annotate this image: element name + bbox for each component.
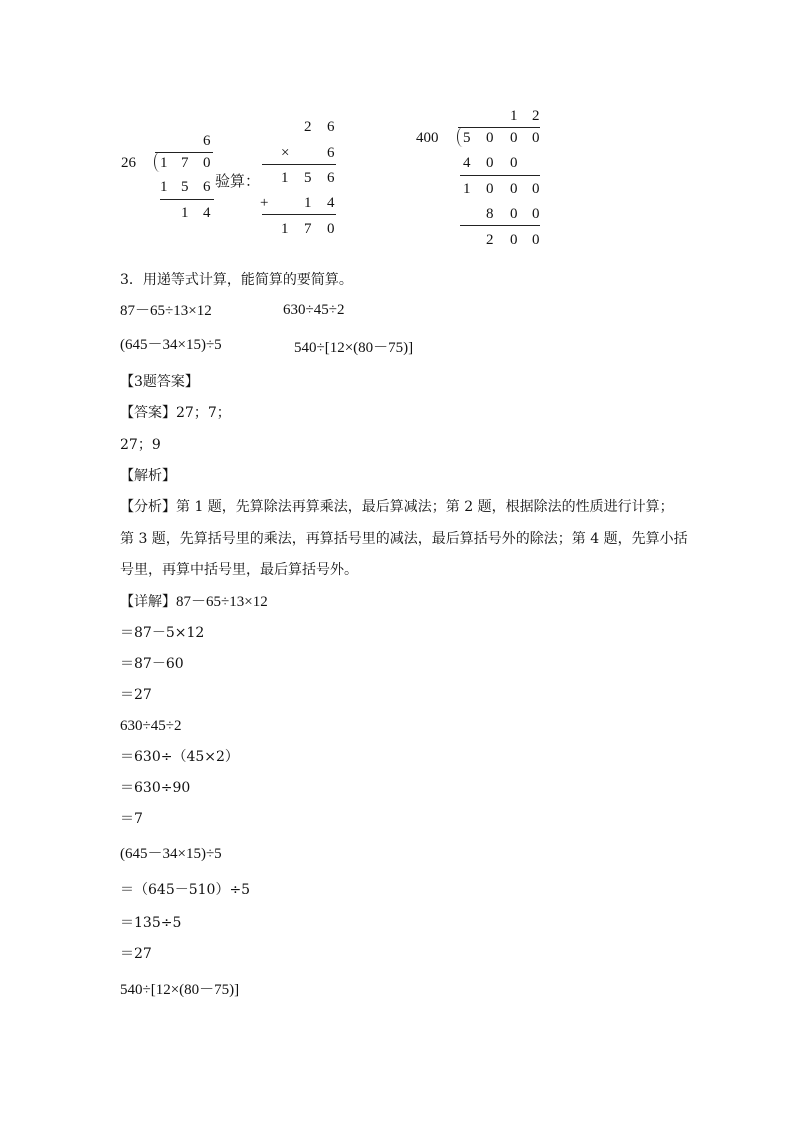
question-title: 3．用递等式计算，能简算的要简算。 — [120, 272, 353, 288]
dividend-digit: 7 — [181, 155, 189, 171]
dividend-digit: 5 — [463, 130, 471, 146]
addend-digit: 1 — [304, 195, 312, 211]
product-line — [262, 164, 336, 165]
answer-heading: 【3题答案】 — [120, 374, 199, 390]
detail-step: 540÷[12×(80－75)] — [120, 982, 240, 998]
detail-line — [120, 593, 268, 611]
remainder-digit: 4 — [203, 205, 211, 221]
expression: 87－65÷13×12 — [120, 303, 212, 319]
subtraction-line — [460, 225, 540, 226]
detail-tag: 【详解】 — [120, 594, 176, 610]
subtraction-line — [160, 199, 214, 200]
expression: 540÷[12×(80－75)] — [294, 340, 414, 356]
plus-sign: + — [260, 195, 269, 211]
remainder-digit: 2 — [486, 232, 494, 248]
step-digit: 0 — [510, 181, 518, 197]
analysis-text: 第 1 题，先算除法再算乘法，最后算减法；第 2 题，根据除法的性质进行计算； — [176, 499, 674, 515]
remainder-digit: 0 — [510, 232, 518, 248]
step-digit: 0 — [510, 155, 518, 171]
answer-line — [120, 404, 231, 422]
detail-step: ＝27 — [120, 687, 152, 703]
divisor: 26 — [121, 155, 136, 171]
subtraction-line — [460, 175, 540, 176]
quotient-digit: 1 — [510, 108, 518, 124]
product-digit: 5 — [304, 170, 312, 186]
answer-tag: 【答案】 — [120, 405, 176, 421]
dividend-digit: 0 — [532, 130, 540, 146]
detail-step: (645－34×15)÷5 — [120, 846, 222, 862]
step-digit: 4 — [463, 155, 471, 171]
step-digit: 0 — [486, 181, 494, 197]
detail-step: ＝87－60 — [120, 656, 184, 672]
product-digit: 1 — [160, 179, 168, 195]
dividend-digit: 0 — [486, 130, 494, 146]
detail-step: ＝27 — [120, 946, 152, 962]
sum-digit: 7 — [304, 221, 312, 237]
expression: (645－34×15)÷5 — [120, 337, 222, 353]
divisor: 400 — [416, 130, 439, 146]
expression: 630÷45÷2 — [283, 302, 345, 318]
division-bar — [458, 127, 540, 128]
addend-digit: 4 — [327, 195, 335, 211]
product-digit: 6 — [203, 179, 211, 195]
step-digit: 0 — [532, 181, 540, 197]
answer-line: 27；9 — [120, 437, 161, 453]
product-digit: 6 — [327, 170, 335, 186]
answer-text: 27；7； — [176, 405, 231, 421]
check-label: 验算： — [215, 172, 261, 190]
multiplier-digit: 6 — [327, 145, 335, 161]
multiplicand-digit: 2 — [304, 119, 312, 135]
analysis-paragraph: 号里，再算中括号里，最后算括号外。 — [120, 562, 358, 578]
step-digit: 0 — [486, 155, 494, 171]
dividend-digit: 1 — [160, 155, 168, 171]
step-digit: 0 — [532, 206, 540, 222]
detail-step: 87－65÷13×12 — [176, 594, 268, 610]
step-digit: 8 — [486, 206, 494, 222]
multiplicand-digit: 6 — [327, 119, 335, 135]
dividend-digit: 0 — [510, 130, 518, 146]
detail-step: ＝87－5×12 — [120, 625, 205, 641]
remainder-digit: 0 — [532, 232, 540, 248]
quotient-digit: 6 — [203, 133, 211, 149]
product-digit: 5 — [181, 179, 189, 195]
analysis-tag: 【分析】 — [120, 499, 176, 515]
product-digit: 1 — [281, 170, 289, 186]
detail-step: ＝630÷（45×2） — [120, 749, 239, 765]
step-digit: 0 — [510, 206, 518, 222]
detail-step: 630÷45÷2 — [120, 718, 182, 734]
sum-digit: 1 — [281, 221, 289, 237]
detail-step: ＝（645－510）÷5 — [120, 882, 251, 898]
division-bar — [155, 152, 213, 153]
detail-step: ＝630÷90 — [120, 780, 191, 796]
step-digit: 1 — [463, 181, 471, 197]
multiply-sign: × — [281, 145, 290, 161]
detail-step: ＝7 — [120, 811, 143, 827]
quotient-digit: 2 — [532, 108, 540, 124]
analysis-paragraph — [120, 498, 674, 516]
analysis-heading: 【解析】 — [120, 468, 176, 484]
sum-digit: 0 — [327, 221, 335, 237]
sum-line — [262, 214, 336, 215]
detail-step: ＝135÷5 — [120, 915, 182, 931]
dividend-digit: 0 — [203, 155, 211, 171]
analysis-paragraph: 第 3 题，先算括号里的乘法，再算括号里的减法，最后算括号外的除法；第 4 题，先算小括 — [120, 531, 688, 547]
remainder-digit: 1 — [181, 205, 189, 221]
